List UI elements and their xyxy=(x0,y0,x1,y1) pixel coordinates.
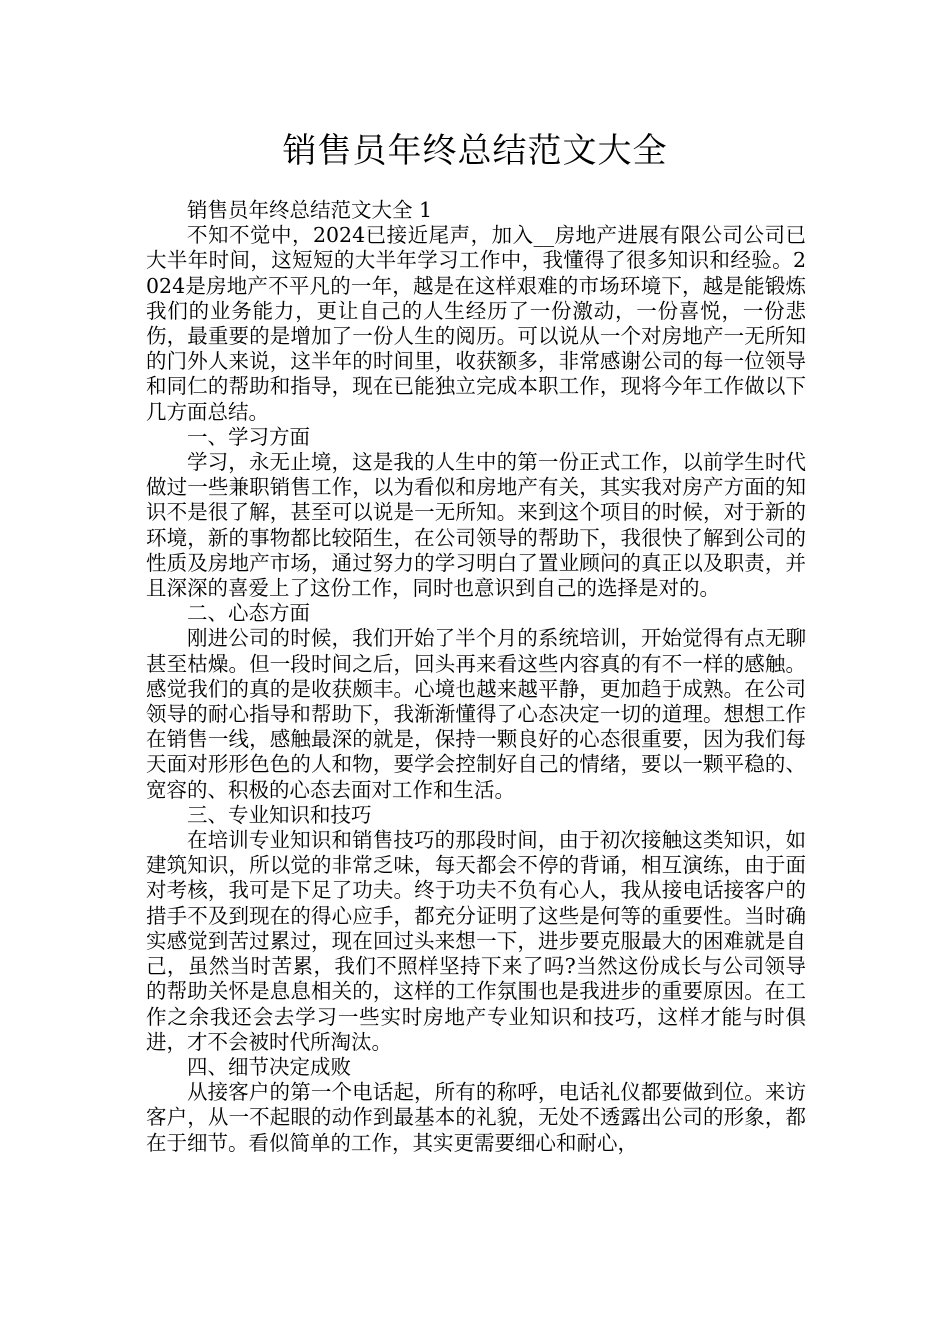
section-heading: 三、专业知识和技巧 xyxy=(187,802,372,827)
paragraph: 不知不觉中，2024已接近尾声，加入__房地产进展有限公司公司已大半年时间，这短短的大半年学习工作中，我懂得了很多知识和经验。2024是房地产不平凡的一年，越是在这样艰难的市场环境下，越是能锻炼我们的业务能力，更让自己的人生经历了一份激动，一份喜悦，一份悲伤，最重要的是增加了一份人生的阅历。可以说从一个对房地产一无所知的门外人来说，这半年的时间里，收获额多，非常感谢公司的每一位领导和同仁的帮助和指导，现在已能独立完成本职工作，现将今年工作做以下几方面总结。 xyxy=(146,223,806,424)
section-subtitle: 销售员年终总结范文大全 1 xyxy=(187,198,433,222)
paragraph: 刚进公司的时候，我们开始了半个月的系统培训，开始觉得有点无聊甚至枯燥。但一段时间之后，回头再来看这些内容真的有不一样的感触。感觉我们的真的是收获颇丰。心境也越来越平静，更加趋于成熟。在公司领导的耐心指导和帮助下，我渐渐懂得了心态决定一切的道理。想想工作在销售一线，感触最深的就是，保持一颗良好的心态很重要，因为我们每天面对形形色色的人和物，要学会控制好自己的情绪，要以一颗平稳的、宽容的、积极的心态去面对工作和生活。 xyxy=(146,626,806,802)
paragraph: 从接客户的第一个电话起，所有的称呼，电话礼仪都要做到位。来访客户，从一不起眼的动作到最基本的礼貌，无处不透露出公司的形象，都在于细节。看似简单的工作，其实更需要细心和耐心， xyxy=(146,1080,806,1155)
document-body xyxy=(146,198,806,1156)
section-heading: 二、心态方面 xyxy=(187,601,310,626)
section-heading: 四、细节决定成败 xyxy=(187,1054,351,1079)
paragraph: 学习，永无止境，这是我的人生中的第一份正式工作，以前学生时代做过一些兼职销售工作，以为看似和房地产有关，其实我对房产方面的知识不是很了解，甚至可以说是一无所知。来到这个项目的时候，对于新的环境，新的事物都比较陌生，在公司领导的帮助下，我很快了解到公司的性质及房地产市场，通过努力的学习明白了置业顾问的真正以及职责，并且深深的喜爱上了这份工作，同时也意识到自己的选择是对的。 xyxy=(146,450,806,601)
paragraph: 在培训专业知识和销售技巧的那段时间，由于初次接触这类知识，如建筑知识，所以觉的非常乏味，每天都会不停的背诵，相互演练，由于面对考核，我可是下足了功夫。终于功夫不负有心人，我从接电话接客户的措手不及到现在的得心应手，都充分证明了这些是何等的重要性。当时确实感觉到苦过累过，现在回过头来想一下，进步要克服最大的困难就是自己，虽然当时苦累，我们不照样坚持下来了吗?当然这份成长与公司领导的帮助关怀是息息相关的，这样的工作氛围也是我进步的重要原因。在工作之余我还会去学习一些实时房地产专业知识和技巧，这样才能与时俱进，才不会被时代所淘汰。 xyxy=(146,828,806,1054)
document-title: 销售员年终总结范文大全 xyxy=(282,131,668,171)
section-heading: 一、学习方面 xyxy=(187,424,310,449)
